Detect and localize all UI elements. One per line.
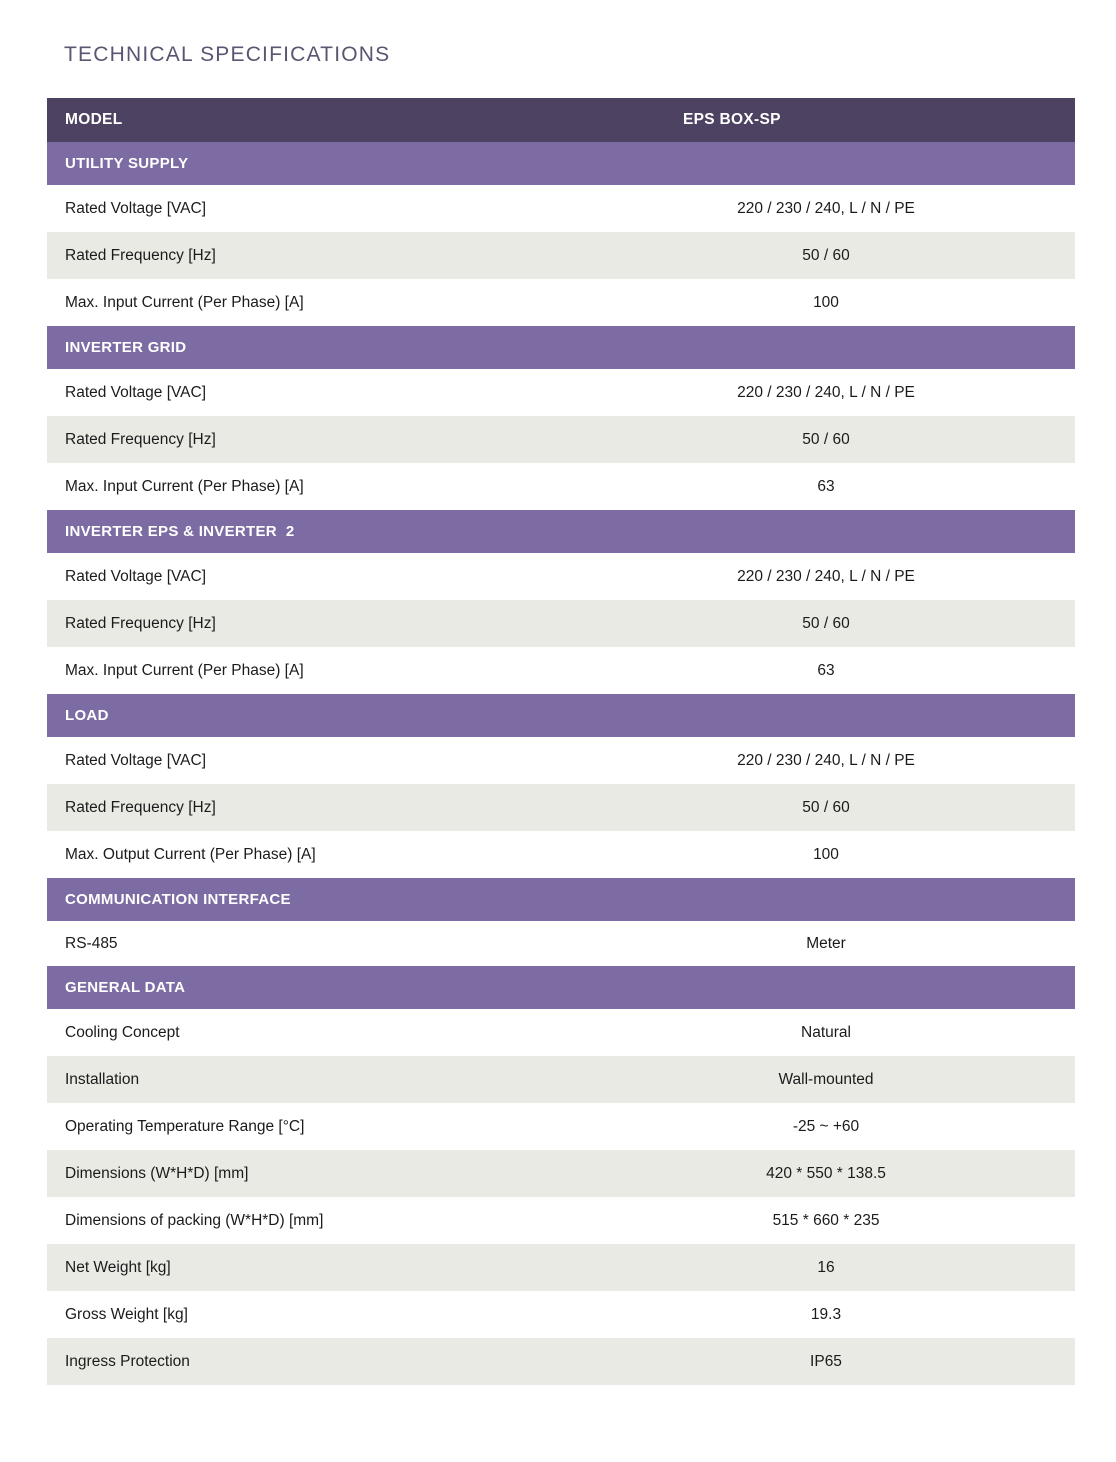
table-row [47, 737, 1075, 784]
section-header-row [47, 694, 1075, 737]
table-row [47, 1291, 1075, 1338]
spec-label: Dimensions (W*H*D) [mm] [47, 1150, 577, 1197]
specifications-table [47, 98, 1075, 1385]
spec-label: Rated Voltage [VAC] [47, 553, 577, 600]
spec-label: Ingress Protection [47, 1338, 577, 1385]
table-row [47, 921, 1075, 966]
spec-value: Natural [577, 1009, 1075, 1056]
spec-label: Cooling Concept [47, 1009, 577, 1056]
spec-value: Wall-mounted [577, 1056, 1075, 1103]
table-row [47, 831, 1075, 878]
spec-label: Rated Voltage [VAC] [47, 185, 577, 232]
spec-value: 420 * 550 * 138.5 [577, 1150, 1075, 1197]
section-title: LOAD [47, 694, 1075, 737]
table-header-model-value: EPS BOX-SP [577, 98, 1075, 142]
specifications-table-body [47, 98, 1075, 1385]
table-row [47, 463, 1075, 510]
section-header-row [47, 878, 1075, 921]
section-title: UTILITY SUPPLY [47, 142, 1075, 185]
spec-label: Net Weight [kg] [47, 1244, 577, 1291]
table-row [47, 369, 1075, 416]
spec-value: 50 / 60 [577, 232, 1075, 279]
spec-value: 220 / 230 / 240, L / N / PE [577, 737, 1075, 784]
spec-label: Gross Weight [kg] [47, 1291, 577, 1338]
spec-label: Dimensions of packing (W*H*D) [mm] [47, 1197, 577, 1244]
section-title: COMMUNICATION INTERFACE [47, 878, 1075, 921]
table-row [47, 1103, 1075, 1150]
table-row [47, 553, 1075, 600]
spec-value: 16 [577, 1244, 1075, 1291]
spec-value: 50 / 60 [577, 600, 1075, 647]
spec-value: 100 [577, 831, 1075, 878]
spec-label: Rated Voltage [VAC] [47, 737, 577, 784]
spec-label: RS-485 [47, 921, 577, 966]
spec-value: 50 / 60 [577, 784, 1075, 831]
spec-value: 220 / 230 / 240, L / N / PE [577, 369, 1075, 416]
section-header-row [47, 966, 1075, 1009]
page-title: TECHNICAL SPECIFICATIONS [64, 43, 391, 66]
section-header-row [47, 510, 1075, 553]
spec-value: 100 [577, 279, 1075, 326]
spec-label: Max. Output Current (Per Phase) [A] [47, 831, 577, 878]
spec-label: Max. Input Current (Per Phase) [A] [47, 279, 577, 326]
table-row [47, 1338, 1075, 1385]
spec-label: Installation [47, 1056, 577, 1103]
table-row [47, 600, 1075, 647]
spec-label: Max. Input Current (Per Phase) [A] [47, 647, 577, 694]
spec-value: IP65 [577, 1338, 1075, 1385]
section-title: INVERTER EPS & INVERTER 2 [47, 510, 1075, 553]
section-title: INVERTER GRID [47, 326, 1075, 369]
spec-value: -25 ~ +60 [577, 1103, 1075, 1150]
table-row [47, 1009, 1075, 1056]
spec-value: Meter [577, 921, 1075, 966]
spec-value: 63 [577, 463, 1075, 510]
table-header-label: MODEL [47, 98, 577, 142]
table-row [47, 647, 1075, 694]
section-title: GENERAL DATA [47, 966, 1075, 1009]
table-row [47, 232, 1075, 279]
spec-value: 220 / 230 / 240, L / N / PE [577, 553, 1075, 600]
spec-label: Max. Input Current (Per Phase) [A] [47, 463, 577, 510]
spec-label: Rated Voltage [VAC] [47, 369, 577, 416]
table-row [47, 784, 1075, 831]
table-row [47, 1150, 1075, 1197]
table-row [47, 1244, 1075, 1291]
spec-value: 63 [577, 647, 1075, 694]
spec-value: 50 / 60 [577, 416, 1075, 463]
table-row [47, 185, 1075, 232]
table-header-row [47, 98, 1075, 142]
spec-label: Rated Frequency [Hz] [47, 416, 577, 463]
spec-label: Rated Frequency [Hz] [47, 600, 577, 647]
spec-label: Operating Temperature Range [°C] [47, 1103, 577, 1150]
table-row [47, 1197, 1075, 1244]
table-row [47, 1056, 1075, 1103]
section-header-row [47, 326, 1075, 369]
spec-label: Rated Frequency [Hz] [47, 232, 577, 279]
spec-value: 220 / 230 / 240, L / N / PE [577, 185, 1075, 232]
table-row [47, 279, 1075, 326]
spec-value: 515 * 660 * 235 [577, 1197, 1075, 1244]
table-row [47, 416, 1075, 463]
spec-label: Rated Frequency [Hz] [47, 784, 577, 831]
section-header-row [47, 142, 1075, 185]
spec-value: 19.3 [577, 1291, 1075, 1338]
